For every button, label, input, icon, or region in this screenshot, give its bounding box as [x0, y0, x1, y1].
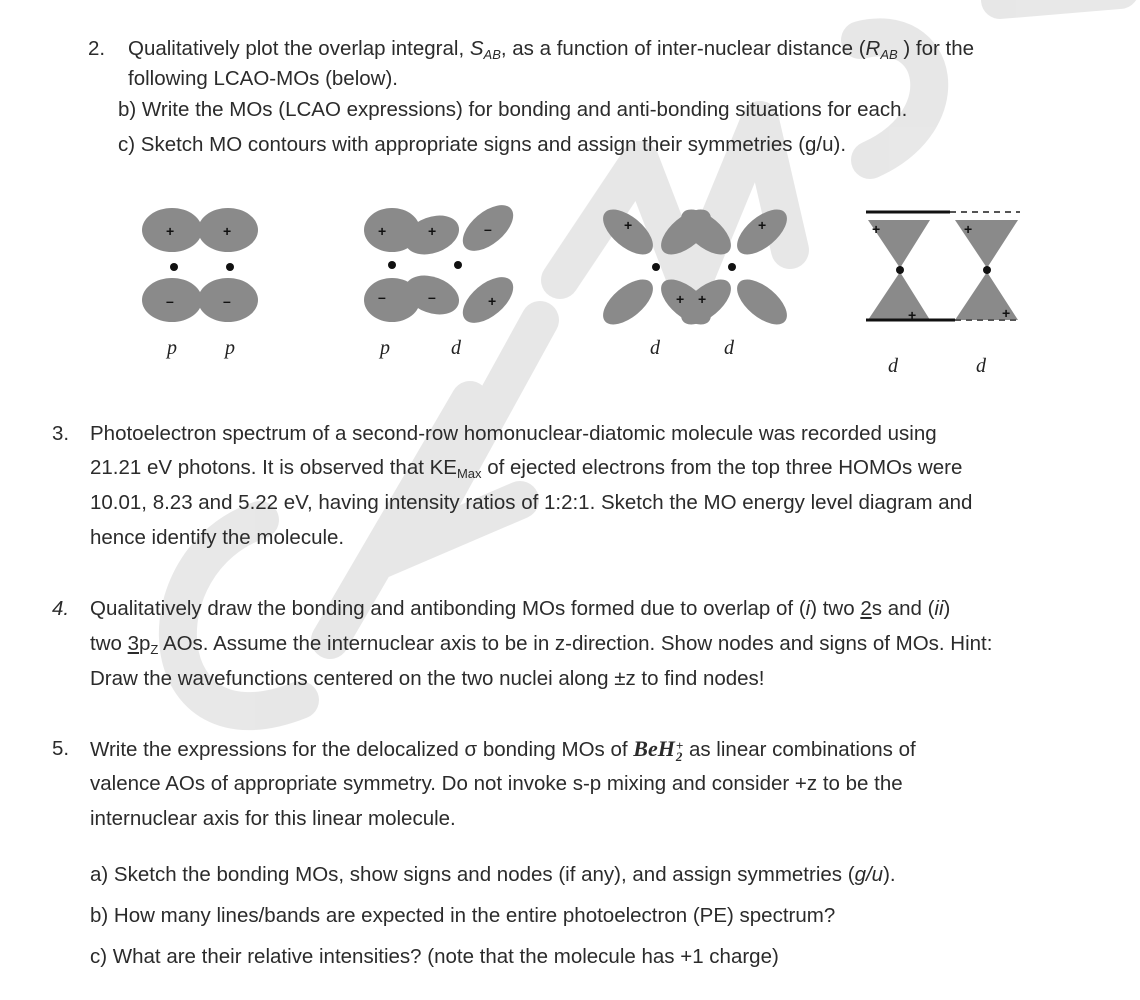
- diagram3-label-1: d: [650, 337, 660, 359]
- sign-minus: –: [223, 293, 231, 309]
- sign-plus: +: [166, 223, 175, 239]
- svg-text:+: +: [872, 221, 881, 237]
- q2-part-c: c) Sketch MO contours with appropriate signs and assign their symmetries (g/u).: [118, 133, 847, 156]
- q4-number: 4.: [52, 597, 70, 620]
- q3-line3: 10.01, 8.23 and 5.22 eV, having intensity ratios of 1:2:1. Sketch the MO energy level diagram and: [90, 491, 973, 514]
- q2-part-b: b) Write the MOs (LCAO expressions) for bonding and anti-bonding situations for each.: [118, 98, 908, 121]
- q2-line1: Qualitatively plot the overlap integral, SAB, as a function of inter-nuclear distance (RAB ) for the: [128, 37, 975, 62]
- q5-part-c: c) What are their relative intensities? (note that the molecule has +1 charge): [90, 945, 779, 968]
- q5-line3: internuclear axis for this linear molecule.: [90, 807, 456, 830]
- q5-line2: valence AOs of appropriate symmetry. Do not invoke s-p mixing and consider +z to be the: [90, 772, 903, 795]
- diagram1-label-1: p: [167, 337, 177, 359]
- diagram-d-d-2: [866, 212, 1020, 377]
- svg-text:+: +: [908, 307, 917, 323]
- diagram4-label-2: d: [976, 355, 986, 377]
- svg-text:+: +: [1002, 305, 1011, 321]
- svg-text:+: +: [428, 223, 437, 239]
- svg-text:–: –: [484, 221, 492, 237]
- diagram2-label-2: d: [451, 337, 461, 359]
- diagram2-label-1: p: [380, 337, 390, 359]
- sign-minus: –: [166, 293, 174, 309]
- diagram-p-d: [364, 196, 521, 359]
- q2-number: 2.: [88, 37, 106, 60]
- q4-line2: two 3pZ AOs. Assume the internuclear axis to be in z-direction. Show nodes and signs of MOs. Hint:: [90, 632, 993, 657]
- q3-line1: Photoelectron spectrum of a second-row homonuclear-diatomic molecule was recorded using: [90, 422, 937, 445]
- beh2-formula: BeH + 2: [633, 736, 684, 764]
- svg-text:+: +: [964, 221, 973, 237]
- svg-text:–: –: [378, 289, 386, 305]
- q2-line2: following LCAO-MOs (below).: [128, 67, 398, 90]
- svg-text:+: +: [378, 223, 387, 239]
- svg-text:+: +: [676, 291, 685, 307]
- svg-text:+: +: [624, 217, 633, 233]
- svg-text:–: –: [428, 289, 436, 305]
- orbital-diagrams: [0, 190, 1140, 390]
- q4-line3: Draw the wavefunctions centered on the two nuclei along ±z to find nodes!: [90, 667, 765, 690]
- q5-part-a: a) Sketch the bonding MOs, show signs and nodes (if any), and assign symmetries (g/u).: [90, 863, 896, 886]
- diagram4-label-1: d: [888, 355, 898, 377]
- diagram-p-p: [142, 208, 258, 359]
- q5-number: 5.: [52, 737, 70, 760]
- q5-line1: Write the expressions for the delocalized σ bonding MOs of BeH + 2 as linear combinations of: [90, 736, 916, 764]
- diagram-d-d-1: [595, 201, 794, 359]
- svg-text:+: +: [698, 291, 707, 307]
- q3-number: 3.: [52, 422, 70, 445]
- q5-part-b: b) How many lines/bands are expected in the entire photoelectron (PE) spectrum?: [90, 904, 836, 927]
- svg-text:+: +: [758, 217, 767, 233]
- q3-line2: 21.21 eV photons. It is observed that KEMax of ejected electrons from the top three HOMOs were: [90, 456, 963, 481]
- svg-text:+: +: [488, 293, 497, 309]
- sign-plus: +: [223, 223, 232, 239]
- q4-line1: Qualitatively draw the bonding and antibonding MOs formed due to overlap of (i) two 2s and (ii): [90, 597, 951, 620]
- q3-line4: hence identify the molecule.: [90, 526, 345, 549]
- diagram1-label-2: p: [225, 337, 235, 359]
- diagram3-label-2: d: [724, 337, 734, 359]
